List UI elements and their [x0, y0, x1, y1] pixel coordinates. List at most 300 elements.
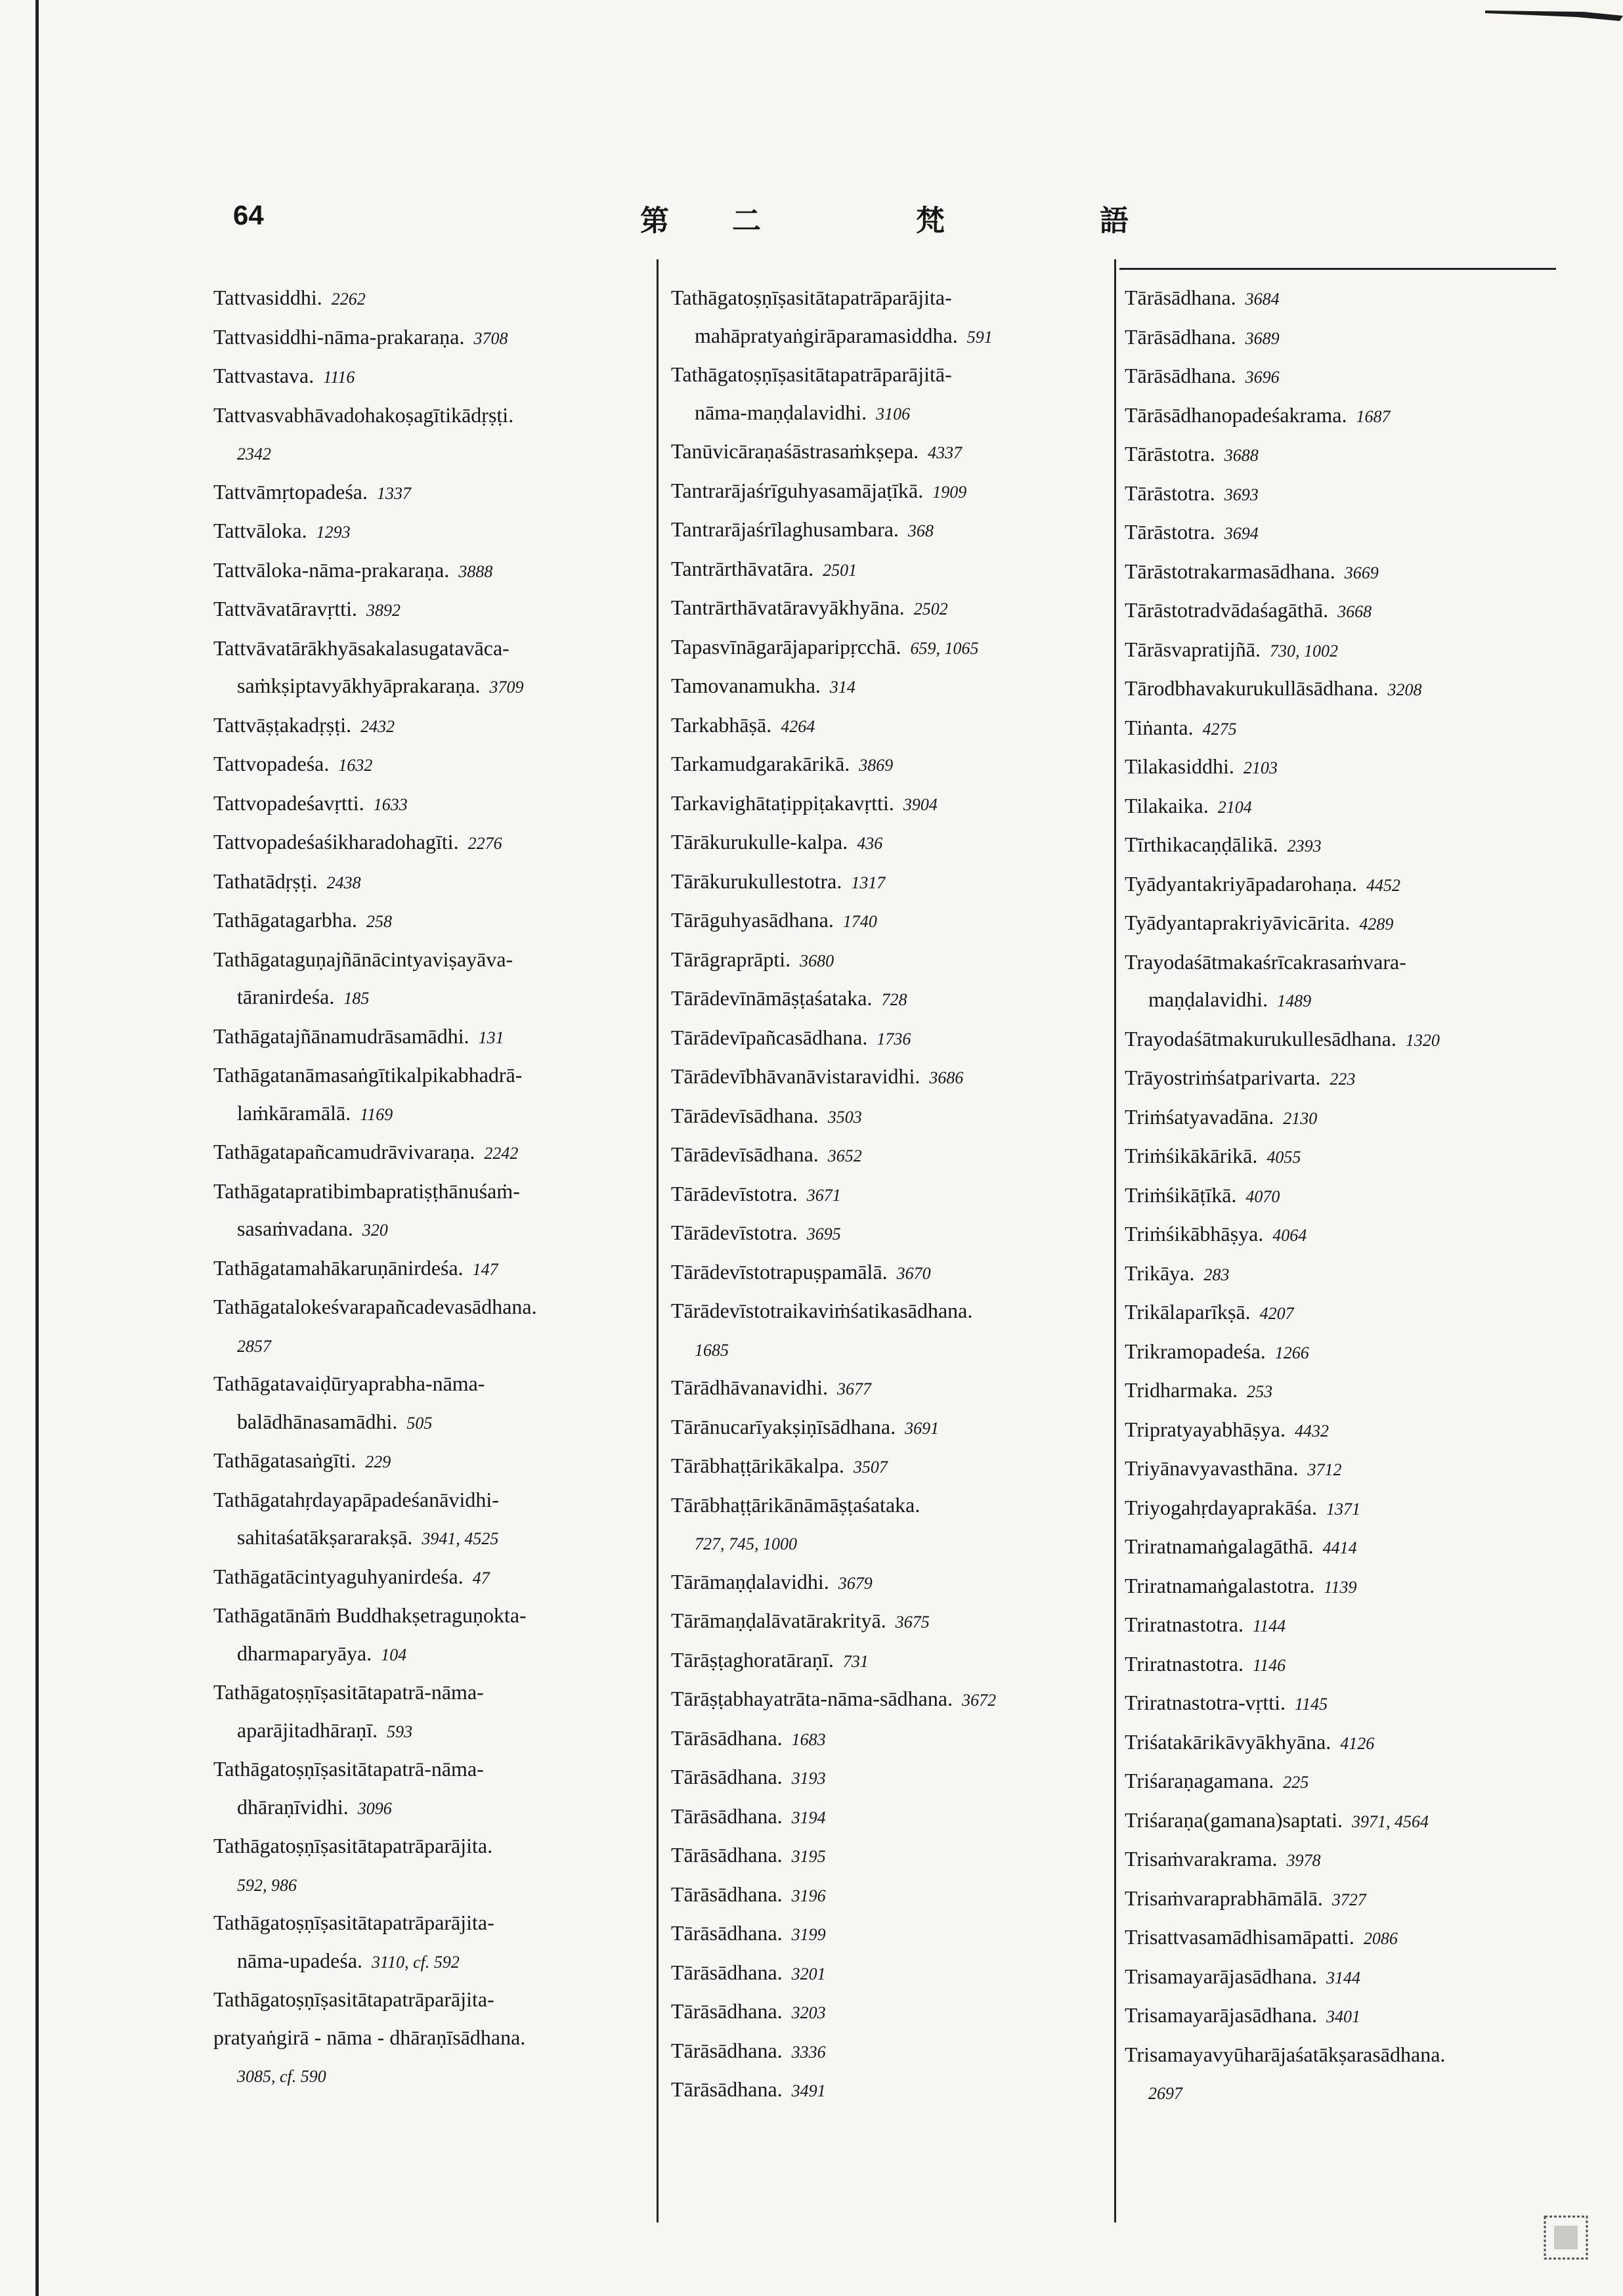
- entry-reference-number: 592, 986: [237, 1875, 297, 1895]
- entry-reference-number: 3670: [896, 1263, 931, 1283]
- entry-title: Tattvasvabhāvadohakoṣagītikādṛṣṭi.: [213, 402, 514, 427]
- entry-reference-number: 3941, 4525: [422, 1529, 499, 1548]
- index-entry: [1125, 826, 1597, 865]
- entry-title: Tārāstotrakarmasādhana.: [1125, 559, 1335, 583]
- entry-title: Trayodaśātmakurukullesādhana.: [1125, 1026, 1396, 1051]
- entry-reference-number: 727, 745, 1000: [695, 1534, 797, 1553]
- index-entry: [1125, 904, 1597, 943]
- entry-title: Tathāgatoṣṇīṣasitātapatrā-nāma-: [213, 1757, 484, 1781]
- index-entry: [671, 1447, 1117, 1486]
- index-entry: [1125, 1372, 1597, 1411]
- entry-title: Tarkabhāṣā.: [671, 712, 772, 737]
- entry-title: aparājitadhāraṇī.: [237, 1718, 378, 1742]
- entry-reference-number: 591: [966, 327, 993, 347]
- entry-reference-number: 3144: [1326, 1968, 1360, 1987]
- entry-reference-number: 3689: [1245, 328, 1280, 348]
- index-entry: [1125, 2073, 1597, 2113]
- index-entry: [671, 1058, 1117, 1097]
- entry-reference-number: 436: [857, 834, 883, 853]
- entry-reference-number: 3978: [1286, 1851, 1321, 1870]
- entry-title: Tārāguhyasādhana.: [671, 908, 834, 932]
- entry-reference-number: 1633: [373, 794, 408, 814]
- entry-title: Tattvāvatāravṛtti.: [213, 597, 357, 620]
- entry-reference-number: 104: [381, 1645, 407, 1664]
- entry-title: Tārāstotra.: [1125, 442, 1215, 466]
- entry-reference-number: 593: [387, 1722, 413, 1741]
- index-entry: [213, 1904, 673, 1942]
- entry-reference-number: 3491: [791, 2081, 826, 2100]
- entry-title: Tattvopadeśaśikharadohagīti.: [213, 830, 459, 854]
- entry-title: Tīrthikacaṇḍālikā.: [1125, 833, 1278, 856]
- entry-title: Trikālaparīkṣā.: [1125, 1300, 1251, 1324]
- entry-title: Tārābhaṭṭārikānāmāṣṭaśataka.: [671, 1492, 920, 1517]
- entry-reference-number: 3195: [791, 1847, 826, 1866]
- entry-title: Tārāsādhana.: [671, 1921, 783, 1945]
- entry-reference-number: 505: [406, 1413, 433, 1433]
- entry-reference-number: 320: [362, 1221, 388, 1240]
- library-stamp-mark: [1540, 2211, 1592, 2264]
- index-entry: [671, 1563, 1117, 1603]
- entry-title: Tathāgatoṣṇīṣasitātapatrāparājita.: [213, 1834, 493, 1857]
- entry-reference-number: 3892: [366, 601, 400, 620]
- entry-reference-number: 3696: [1245, 368, 1280, 387]
- entry-title: Tattvāṣṭakadṛṣṭi.: [213, 712, 352, 737]
- entry-reference-number: 1145: [1295, 1695, 1328, 1714]
- entry-reference-number: 1146: [1253, 1655, 1286, 1675]
- entry-title: Tārāstotra.: [1125, 520, 1215, 544]
- index-entry: [1125, 1020, 1597, 1060]
- index-entry: [213, 318, 673, 358]
- entry-reference-number: 131: [478, 1028, 504, 1047]
- index-entry: [213, 630, 673, 668]
- entry-title: laṁkāramālā.: [237, 1100, 351, 1125]
- entry-title: Tattvāmṛtopadeśa.: [213, 479, 368, 504]
- index-entry: [1125, 1528, 1597, 1567]
- index-entry: [213, 1981, 673, 2019]
- entry-reference-number: 4070: [1245, 1186, 1280, 1206]
- index-entry: [1125, 787, 1597, 827]
- entry-title: Tarkamudgarakārikā.: [671, 752, 850, 775]
- entry-title: Tarkavighātaṭippiṭakavṛtti.: [671, 791, 894, 815]
- entry-reference-number: 3085, cf. 590: [237, 2067, 326, 2086]
- index-entry: [1125, 631, 1597, 670]
- entry-title: Triṁśatyavadāna.: [1125, 1104, 1274, 1129]
- index-entry: [1125, 2036, 1597, 2074]
- index-entry: [1125, 475, 1597, 514]
- entry-reference-number: 3693: [1224, 485, 1259, 504]
- index-entry: [213, 357, 673, 397]
- entry-title: Tathāgatoṣṇīṣasitātapatrāparājita-: [213, 1911, 494, 1934]
- entry-reference-number: 1489: [1277, 991, 1312, 1010]
- index-entry: [671, 2071, 1117, 2110]
- entry-reference-number: 1632: [338, 756, 373, 775]
- index-entry: [213, 1597, 673, 1635]
- index-entry: [671, 1876, 1117, 1915]
- entry-reference-number: 3727: [1331, 1890, 1366, 1909]
- entry-reference-number: 3672: [962, 1691, 997, 1710]
- index-entry: [213, 745, 673, 785]
- entry-title: Tilakaika.: [1125, 793, 1209, 817]
- entry-reference-number: 225: [1283, 1773, 1309, 1792]
- entry-title: Tathatādṛṣṭi.: [213, 869, 318, 893]
- index-entry: [213, 397, 673, 435]
- index-entry: [671, 1641, 1117, 1681]
- index-entry: [671, 941, 1117, 980]
- index-entry: [213, 785, 673, 824]
- index-entry: [671, 317, 1117, 357]
- index-entry: [671, 785, 1117, 824]
- index-entry: [671, 356, 1117, 394]
- index-entry: [671, 1486, 1117, 1525]
- index-entry: [1125, 397, 1597, 436]
- entry-reference-number: 185: [343, 989, 370, 1008]
- entry-reference-number: 2130: [1283, 1108, 1318, 1128]
- entry-reference-number: 4275: [1202, 719, 1237, 739]
- entry-title: Tanūvicāraṇaśāstrasaṁkṣepa.: [671, 439, 919, 463]
- entry-title: Tattvāloka.: [213, 519, 307, 542]
- index-entry: [1125, 748, 1597, 787]
- entry-title: dhāraṇīvidhi.: [237, 1794, 349, 1819]
- entry-reference-number: 3671: [806, 1185, 841, 1205]
- entry-title: Triṁśikākārikā.: [1125, 1144, 1258, 1167]
- index-entry: [1125, 1840, 1597, 1880]
- index-entry: [213, 1442, 673, 1481]
- index-entry: [1125, 435, 1597, 475]
- entry-title: Trisaṁvarakrama.: [1125, 1847, 1278, 1871]
- index-entry: [1125, 1098, 1597, 1138]
- index-entry: [213, 512, 673, 552]
- entry-title: Tathāgatasaṅgīti.: [213, 1448, 357, 1472]
- entry-title: Tārāsādhana.: [671, 1960, 783, 1984]
- entry-reference-number: 3203: [791, 2003, 826, 2022]
- index-entry: [671, 1524, 1117, 1563]
- entry-reference-number: 4414: [1322, 1538, 1357, 1557]
- entry-reference-number: 3888: [458, 561, 493, 581]
- index-entry: [671, 823, 1117, 863]
- entry-title: Tārāsādhana.: [671, 1843, 783, 1867]
- index-entry: [1125, 318, 1597, 358]
- index-entry: [671, 1836, 1117, 1876]
- entry-title: Triṁśikābhāṣya.: [1125, 1222, 1264, 1245]
- entry-reference-number: 3712: [1307, 1460, 1342, 1479]
- entry-title: Tattvopadeśavṛtti.: [213, 791, 364, 815]
- entry-title: balādhānasamādhi.: [237, 1409, 398, 1433]
- entry-reference-number: 3680: [800, 951, 834, 970]
- entry-title: Tathāgatapratibimbapratiṣṭhānuśaṁ-: [213, 1179, 520, 1203]
- index-entry: [213, 1519, 673, 1558]
- entry-title: Tathāgatoṣṇīṣasitātapatrāparājitā-: [671, 362, 952, 386]
- index-entry: [213, 1210, 673, 1249]
- index-entry: [671, 706, 1117, 746]
- index-entry: [213, 434, 673, 473]
- index-entry: [213, 473, 673, 513]
- index-entry: [213, 1133, 673, 1173]
- entry-title: Tārāsādhana.: [671, 1882, 783, 1906]
- index-entry: [1125, 1137, 1597, 1177]
- index-entry: [1125, 1255, 1597, 1294]
- entry-reference-number: 3688: [1224, 446, 1259, 465]
- entry-reference-number: 4207: [1259, 1304, 1294, 1323]
- entry-title: Tantrārthāvatāravyākhyāna.: [671, 596, 905, 619]
- entry-reference-number: 147: [472, 1259, 498, 1279]
- entry-title: Tapasvīnāgarājaparipṛcchā.: [671, 634, 901, 659]
- index-entry: [213, 1403, 673, 1442]
- entry-title: Tārādevīstotrapuṣpamālā.: [671, 1259, 888, 1284]
- index-entry: [1125, 1723, 1597, 1763]
- index-entry: [671, 1954, 1117, 1993]
- entry-title: nāma-maṇḍalavidhi.: [695, 400, 867, 424]
- index-entry: [1125, 1958, 1597, 1997]
- index-entry: [213, 1635, 673, 1674]
- entry-title: Triratnamaṅgalastotra.: [1125, 1573, 1315, 1597]
- entry-reference-number: 1317: [851, 873, 886, 892]
- entry-reference-number: 4432: [1294, 1421, 1329, 1440]
- entry-reference-number: 4064: [1272, 1226, 1307, 1245]
- entry-reference-number: 1144: [1253, 1616, 1286, 1635]
- entry-title: Tārāsvapratijñā.: [1125, 637, 1261, 661]
- index-entry: [671, 589, 1117, 628]
- entry-title: Tārāsādhana.: [671, 1765, 783, 1788]
- entry-title: Tārādevīstotraikaviṁśatikasādhana.: [671, 1299, 973, 1322]
- index-entry: [213, 1750, 673, 1788]
- index-entry: [213, 1094, 673, 1134]
- entry-title: Tathāgatamahākaruṇānirdeśa.: [213, 1255, 464, 1280]
- entry-title: Tārāsādhanopadeśakrama.: [1125, 402, 1347, 427]
- index-entry: [671, 1175, 1117, 1215]
- entry-reference-number: 2262: [331, 290, 366, 309]
- index-entry: [1125, 513, 1597, 553]
- index-entry: [671, 1915, 1117, 1954]
- index-entry: [213, 1018, 673, 1057]
- entry-title: Tārāsādhana.: [671, 2038, 783, 2062]
- entry-title: Tārābhaṭṭārikākalpa.: [671, 1454, 844, 1477]
- index-entry: [213, 978, 673, 1018]
- entry-title: Tārāsādhana.: [671, 1804, 783, 1828]
- entry-title: Tathāgatapañcamudrāvivaraṇa.: [213, 1140, 475, 1163]
- entry-title: Tantrarājaśrīguhyasamājaṭīkā.: [671, 478, 924, 502]
- entry-title: Tathāgatoṣṇīṣasitātapatrāparājita-: [671, 286, 952, 309]
- entry-reference-number: 2697: [1148, 2084, 1182, 2103]
- entry-reference-number: 3507: [853, 1458, 888, 1477]
- index-entry: [671, 279, 1117, 317]
- entry-reference-number: 2103: [1243, 758, 1278, 777]
- entry-reference-number: 3199: [791, 1925, 826, 1944]
- entry-title: sahitaśatākṣararakṣā.: [237, 1525, 413, 1549]
- entry-reference-number: 3668: [1337, 602, 1372, 621]
- entry-reference-number: 3708: [473, 328, 508, 348]
- entry-title: Tathāgatahṛdayapāpadeśanāvidhi-: [213, 1487, 499, 1511]
- index-column-right: [1125, 279, 1597, 2113]
- index-entry: [1125, 1684, 1597, 1723]
- entry-reference-number: 2086: [1363, 1929, 1398, 1948]
- entry-reference-number: 283: [1203, 1265, 1230, 1284]
- index-entry: [671, 472, 1117, 511]
- entry-reference-number: 1683: [791, 1729, 826, 1749]
- index-entry: [213, 1827, 673, 1865]
- entry-title: Triśaraṇagamana.: [1125, 1769, 1274, 1792]
- index-entry: [1125, 1645, 1597, 1685]
- entry-reference-number: 1266: [1274, 1343, 1309, 1362]
- entry-reference-number: 1337: [377, 483, 411, 503]
- index-entry: [1125, 1762, 1597, 1802]
- entry-title: Tiṅanta.: [1125, 715, 1194, 739]
- index-entry: [671, 1680, 1117, 1720]
- entry-title: Triyānavyavasthāna.: [1125, 1456, 1299, 1480]
- entry-title: Triratnastotra-vṛtti.: [1125, 1691, 1286, 1714]
- entry-title: Trisamayavyūharājaśatākṣarasādhana.: [1125, 2042, 1446, 2066]
- index-entry: [671, 745, 1117, 785]
- entry-title: Tārāsādhana.: [671, 1725, 783, 1750]
- index-entry: [671, 1720, 1117, 1759]
- index-entry: [1125, 1293, 1597, 1333]
- entry-title: Tārodbhavakurukullāsādhana.: [1125, 676, 1379, 700]
- entry-reference-number: 1687: [1356, 406, 1391, 426]
- entry-title: Triśaraṇa(gamana)saptati.: [1125, 1808, 1343, 1832]
- entry-title: Trisamayarājasādhana.: [1125, 2003, 1317, 2027]
- index-entry: [213, 1056, 673, 1094]
- entry-title: Tārāstotra.: [1125, 481, 1215, 505]
- index-entry: [1125, 1489, 1597, 1528]
- index-entry: [213, 863, 673, 902]
- entry-title: Trisattvasamādhisamāpatti.: [1125, 1925, 1354, 1949]
- index-entry: [213, 706, 673, 746]
- corner-scan-mark: [1485, 4, 1623, 26]
- index-entry: [671, 1602, 1117, 1641]
- entry-reference-number: 3336: [791, 2042, 826, 2062]
- index-entry: [671, 863, 1117, 902]
- index-entry: [1125, 1215, 1597, 1255]
- entry-reference-number: 1371: [1326, 1499, 1360, 1519]
- index-entry: [1125, 865, 1597, 905]
- entry-reference-number: 1740: [842, 912, 877, 931]
- index-entry: [1125, 553, 1597, 592]
- entry-reference-number: 223: [1330, 1070, 1356, 1089]
- running-title: [0, 197, 1623, 249]
- entry-title: Tridharmaka.: [1125, 1378, 1238, 1402]
- index-entry: [671, 433, 1117, 472]
- entry-reference-number: 3904: [903, 794, 938, 814]
- entry-reference-number: 3194: [791, 1808, 826, 1827]
- entry-reference-number: 3675: [895, 1613, 930, 1632]
- entry-title: Tārāṣṭabhayatrāta-nāma-sādhana.: [671, 1687, 953, 1710]
- entry-title: Tārāsādhana.: [671, 2077, 783, 2101]
- entry-title: Triratnastotra.: [1125, 1651, 1244, 1676]
- entry-title: Tārāmaṇḍalāvatārakrityā.: [671, 1609, 886, 1632]
- header-rule: [1119, 268, 1556, 270]
- entry-title: Tyādyantaprakriyāvicārita.: [1125, 911, 1351, 934]
- entry-title: Tilakasiddhi.: [1125, 754, 1234, 778]
- index-entry: [1125, 1333, 1597, 1372]
- entry-reference-number: 3208: [1387, 680, 1422, 699]
- index-entry: [671, 1019, 1117, 1058]
- entry-reference-number: 3686: [929, 1068, 964, 1087]
- entry-title: Tripratyayabhāṣya.: [1125, 1417, 1286, 1441]
- entry-reference-number: 3652: [827, 1146, 862, 1165]
- index-entry: [213, 1173, 673, 1211]
- entry-reference-number: 4264: [781, 716, 815, 736]
- entry-title: Trikramopadeśa.: [1125, 1339, 1266, 1363]
- entry-title: Tattvasiddhi.: [213, 286, 322, 309]
- entry-title: Triśatakārikāvyākhyāna.: [1125, 1729, 1331, 1754]
- entry-reference-number: 4452: [1366, 875, 1401, 895]
- entry-reference-number: 3709: [489, 678, 524, 697]
- index-entry: [671, 1408, 1117, 1448]
- page-binding-edge: [35, 0, 39, 2296]
- index-entry: [213, 279, 673, 318]
- entry-reference-number: 3684: [1245, 290, 1280, 309]
- index-entry: [671, 901, 1117, 941]
- running-title-char: 二: [732, 204, 761, 238]
- entry-title: Tārākurukulle-kalpa.: [671, 830, 848, 854]
- entry-title: dharmaparyāya.: [237, 1641, 372, 1665]
- entry-title: Tārāsādhana.: [671, 1999, 783, 2023]
- entry-title: sasaṁvadana.: [237, 1217, 353, 1240]
- index-entry: [671, 1993, 1117, 2032]
- entry-title: Tathāgatajñānamudrāsamādhi.: [213, 1024, 469, 1048]
- index-entry: [213, 823, 673, 863]
- running-title-char: 梵: [916, 204, 945, 238]
- entry-title: Tārāmaṇḍalavidhi.: [671, 1569, 829, 1593]
- index-entry: [213, 1788, 673, 1828]
- entry-title: nāma-upadeśa.: [237, 1948, 363, 1972]
- entry-title: saṁkṣiptavyākhyāprakaraṇa.: [237, 674, 481, 697]
- index-entry: [213, 1942, 673, 1982]
- entry-title: Tamovanamukha.: [671, 674, 821, 697]
- entry-reference-number: 3096: [357, 1798, 392, 1818]
- entry-reference-number: 368: [907, 521, 934, 540]
- index-entry: [671, 1214, 1117, 1253]
- index-entry: [671, 980, 1117, 1019]
- index-entry: [213, 2056, 673, 2096]
- index-entry: [213, 941, 673, 979]
- entry-reference-number: 730, 1002: [1270, 641, 1338, 661]
- entry-title: Tārānucarīyakṣiṇīsādhana.: [671, 1414, 896, 1439]
- entry-title: Tathāgatagarbha.: [213, 908, 357, 932]
- entry-reference-number: 2501: [823, 560, 857, 580]
- entry-title: Tārādevīsādhana.: [671, 1103, 819, 1127]
- entry-reference-number: 4055: [1266, 1148, 1301, 1167]
- index-entry: [1125, 279, 1597, 318]
- entry-reference-number: 229: [365, 1452, 391, 1471]
- index-entry: [671, 1369, 1117, 1408]
- index-entry: [213, 1365, 673, 1403]
- entry-reference-number: 1139: [1324, 1577, 1357, 1597]
- entry-title: Trisaṁvaraprabhāmālā.: [1125, 1886, 1323, 1910]
- index-entry: [671, 1253, 1117, 1293]
- entry-reference-number: 3971, 4564: [1352, 1811, 1429, 1831]
- entry-title: Tantrārthāvatāra.: [671, 556, 814, 580]
- index-entry: [671, 667, 1117, 706]
- entry-title: Tārādevīstotra.: [671, 1221, 798, 1244]
- entry-reference-number: 4337: [928, 443, 963, 462]
- entry-reference-number: 731: [842, 1651, 869, 1671]
- entry-title: Triyogahṛdayaprakāśa.: [1125, 1495, 1317, 1519]
- index-entry: [1125, 592, 1597, 631]
- entry-title: Tārādhāvanavidhi.: [671, 1375, 828, 1399]
- entry-reference-number: 2857: [237, 1336, 271, 1356]
- running-title-char: 語: [1100, 204, 1129, 238]
- index-entry: [671, 1758, 1117, 1798]
- index-entry: [1125, 1802, 1597, 1841]
- entry-title: Tathāgatalokeśvarapañcadevasādhana.: [213, 1295, 537, 1318]
- entry-title: Tārādevīstotra.: [671, 1181, 798, 1205]
- entry-reference-number: 3110, cf. 592: [372, 1952, 460, 1972]
- index-entry: [671, 394, 1117, 433]
- entry-reference-number: 3196: [791, 1886, 826, 1905]
- index-entry: [213, 1558, 673, 1597]
- running-title-char: 第: [640, 204, 669, 238]
- entry-reference-number: 3201: [791, 1964, 826, 1983]
